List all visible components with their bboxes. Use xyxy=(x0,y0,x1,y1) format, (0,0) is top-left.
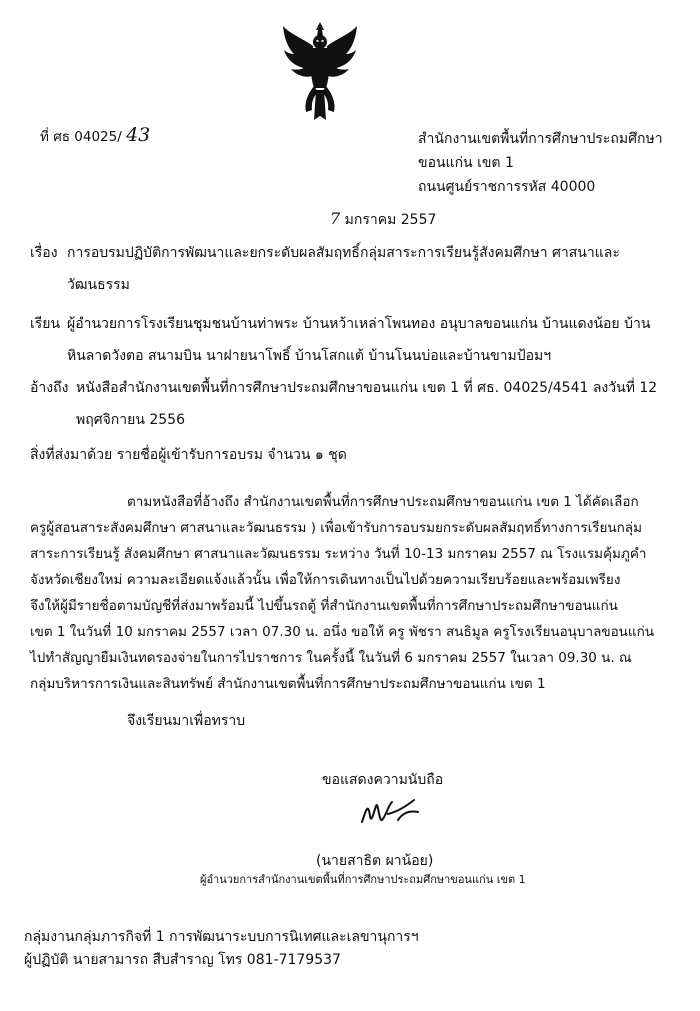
date-month-year: มกราคม 2557 xyxy=(344,212,437,228)
signature xyxy=(358,792,424,832)
document-number xyxy=(40,126,150,146)
to-label: เรียน xyxy=(30,316,61,332)
body-line-2: ครูผู้สอนสาระสังคมศึกษา ศาสนาและวัฒนธรรม ) เพื่อเข้ารับการอบรมยกระดับผลสัมฤทธิ์ทางการเรียนกลุ่ม xyxy=(30,520,642,536)
subject-label: เรื่อง xyxy=(30,245,58,261)
document-number-prefix: ที่ ศธ 04025/ xyxy=(40,129,122,145)
office-district: ขอนแก่น เขต 1 xyxy=(418,155,514,171)
footer-department: กลุ่มงานกลุ่มภารกิจที่ 1 การพัฒนาระบบการนิเทศและเลขานุการฯ xyxy=(24,929,419,945)
body-line-4: จังหวัดเชียงใหม่ ความละเอียดแจ้งแล้วนั้น เพื่อให้การเดินทางเป็นไปด้วยความเรียบร้อยและพร้อมเพรียง xyxy=(30,572,621,588)
document-number-handwritten: 43 xyxy=(126,124,151,146)
body-line-5: จึงให้ผู้มีรายชื่อตามบัญชีที่ส่งมาพร้อมนี้ ไปขึ้นรถตู้ ที่สำนักงานเขตพื้นที่การศึกษาประถมศึกษาขอนแก่น xyxy=(30,598,618,614)
enclosure xyxy=(30,446,347,464)
reference-line-1: หนังสือสำนักงานเขตพื้นที่การศึกษาประถมศึกษาขอนแก่น เขต 1 ที่ ศธ. 04025/4541 ลงวันที่ 12 xyxy=(76,380,658,396)
signatory-name: (นายสาธิต ผาน้อย) xyxy=(316,853,434,869)
body-line-3: สาระการเรียนรู้ สังคมศึกษา ศาสนาและวัฒนธรรม ระหว่าง วันที่ 10-13 มกราคม 2557 ณ โรงแรมคุ้มภูคำ xyxy=(30,546,647,562)
body-line-8: กลุ่มบริหารการเงินและสินทรัพย์ สำนักงานเขตพื้นที่การศึกษาประถมศึกษาขอนแก่น เขต 1 xyxy=(30,676,546,692)
office-name: สำนักงานเขตพื้นที่การศึกษาประถมศึกษา xyxy=(418,131,663,147)
footer-contact: ผู้ปฏิบัติ นายสามารถ สืบสำราญ โทร 081-7179537 xyxy=(24,952,341,968)
date-day: 7 xyxy=(330,209,341,228)
to-line-2: หินลาดวังตอ สนามบิน นาฝายนาโพธิ์ บ้านโสกแต้ บ้านโนนบ่อและบ้านขามป้อมฯ xyxy=(67,348,552,364)
reference-line-2: พฤศจิกายน 2556 xyxy=(76,412,185,428)
subject-line-1: การอบรมปฏิบัติการพัฒนาและยกระดับผลสัมฤทธิ์กลุ่มสาระการเรียนรู้สังคมศึกษา ศาสนาและ xyxy=(67,245,620,261)
closing-sentence: จึงเรียนมาเพื่อทราบ xyxy=(127,713,246,729)
regards: ขอแสดงความนับถือ xyxy=(322,772,444,788)
body-line-6: เขต 1 ในวันที่ 10 มกราคม 2557 เวลา 07.30 น. อนึ่ง ขอให้ ครู พัชรา สนธิมูล ครูโรงเรียนอนุบาลขอนแก่น xyxy=(30,624,655,640)
office-address: ถนนศูนย์ราชการรหัส 40000 xyxy=(418,179,596,195)
body-line-1: ตามหนังสือที่อ้างถึง สำนักงานเขตพื้นที่การศึกษาประถมศึกษาขอนแก่น เขต 1 ได้คัดเลือก xyxy=(127,494,639,510)
subject-line-2: วัฒนธรรม xyxy=(67,277,130,293)
document-date xyxy=(330,210,436,229)
to-line-1: ผู้อำนวยการโรงเรียนชุมชนบ้านท่าพระ บ้านหว้าเหล่าโพนทอง อนุบาลขอนแก่น บ้านแดงน้อย บ้าน xyxy=(67,316,651,332)
enclosure-text: รายชื่อผู้เข้ารับการอบรม จำนวน ๑ ชุด xyxy=(116,447,347,463)
reference-label: อ้างถึง xyxy=(30,380,69,396)
enclosure-label: สิ่งที่ส่งมาด้วย xyxy=(30,447,113,463)
body-line-7: ไปทำสัญญายืมเงินทดรองจ่ายในการไปราชการ ในครั้งนี้ ในวันที่ 6 มกราคม 2557 ในเวลา 09.30 น. ณ xyxy=(30,650,632,666)
signatory-position: ผู้อำนวยการสำนักงานเขตพื้นที่การศึกษาประถมศึกษาขอนแก่น เขต 1 xyxy=(200,873,526,886)
garuda-emblem xyxy=(280,20,360,122)
